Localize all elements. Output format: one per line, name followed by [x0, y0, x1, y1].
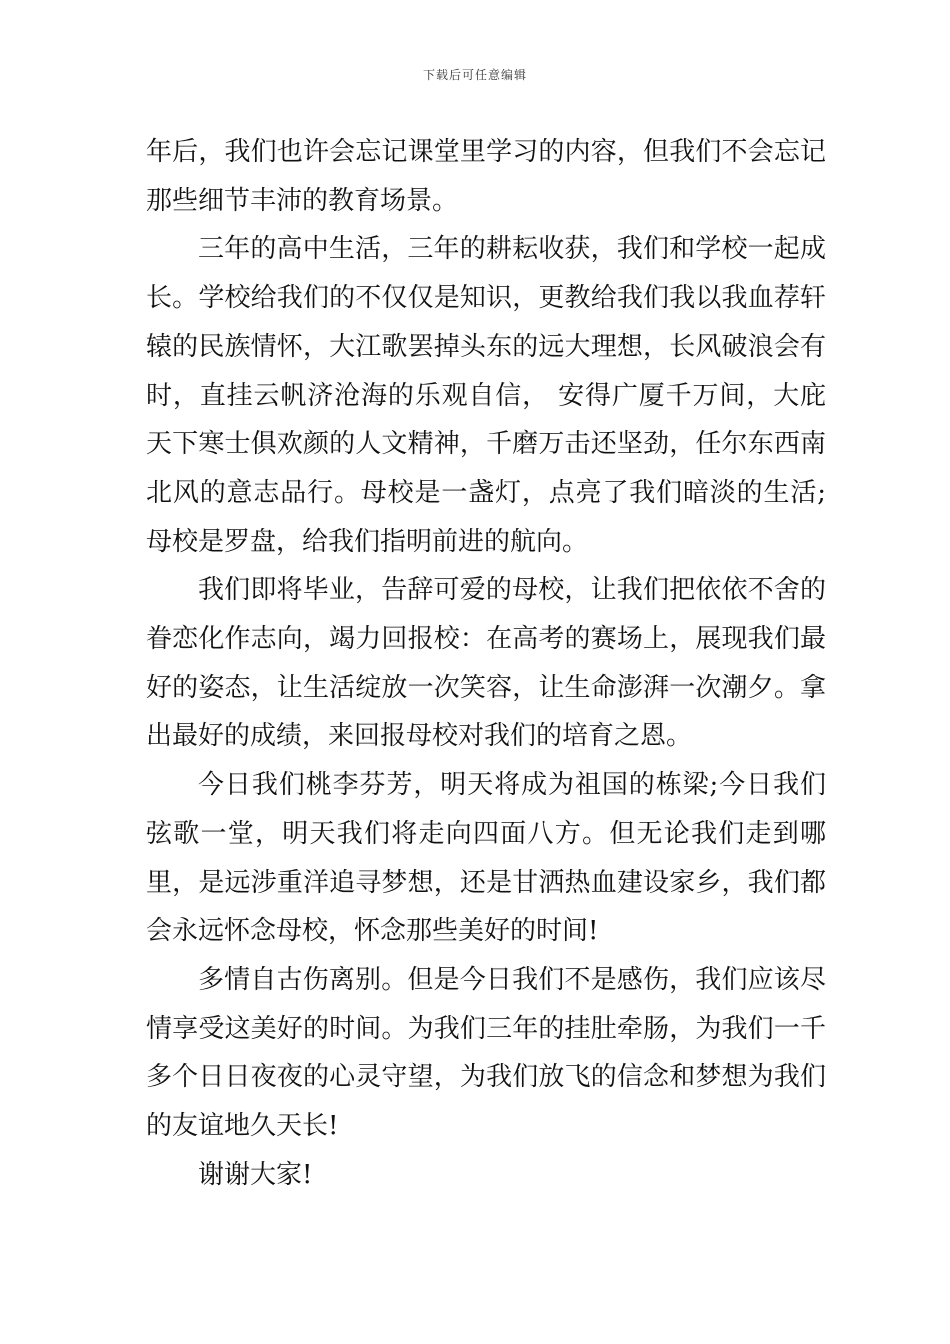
document-body — [146, 128, 826, 1199]
paragraph-graduation-resolve: 我们即将毕业，告辞可爱的母校，让我们把依依不舍的眷恋化作志向，竭力回报校：在高考的赛场上，展现我们最好的姿态，让生活绽放一次笑容，让生命澎湃一次潮夕。拿出最好的成绩，来回报母校对我们的培育之恩。 — [146, 575, 826, 752]
paragraph-farewell: 多情自古伤离别。但是今日我们不是感伤，我们应该尽情享受这美好的时间。为我们三年的挂肚牵肠，为我们一千多个日日夜夜的心灵守望，为我们放飞的信念和梦想为我们的友谊地久天长! — [146, 964, 826, 1142]
paragraph-continuation: 年后，我们也许会忘记课堂里学习的内容，但我们不会忘记那些细节丰沛的教育场景。 — [146, 137, 826, 216]
download-editable-note: 下载后可任意编辑 — [422, 68, 527, 82]
paragraph-school-growth: 三年的高中生活，三年的耕耘收获，我们和学校一起成长。学校给我们的不仅仅是知识，更教给我们我以我血荐轩辕的民族情怀，大江歌罢掉头东的远大理想，长风破浪会有时，直挂云帆济沧海的乐观自信， 安得广厦千万间，大庇天下寒士俱欢颜的人文精神，千磨万击还坚劲，任尔东西南北风的意志品行。母校是一盏灯，点亮了我们暗淡的生活;母校是罗盘，给我们指明前进的航向。 — [146, 234, 826, 557]
paragraph-thanks: 谢谢大家! — [198, 1159, 313, 1190]
paragraph-future-memories: 今日我们桃李芬芳，明天将成为祖国的栋梁;今日我们弦歌一堂，明天我们将走向四面八方。但无论我们走到哪里，是远涉重洋追寻梦想，还是甘洒热血建设家乡，我们都会永远怀念母校，怀念那些美好的时间! — [146, 770, 826, 947]
